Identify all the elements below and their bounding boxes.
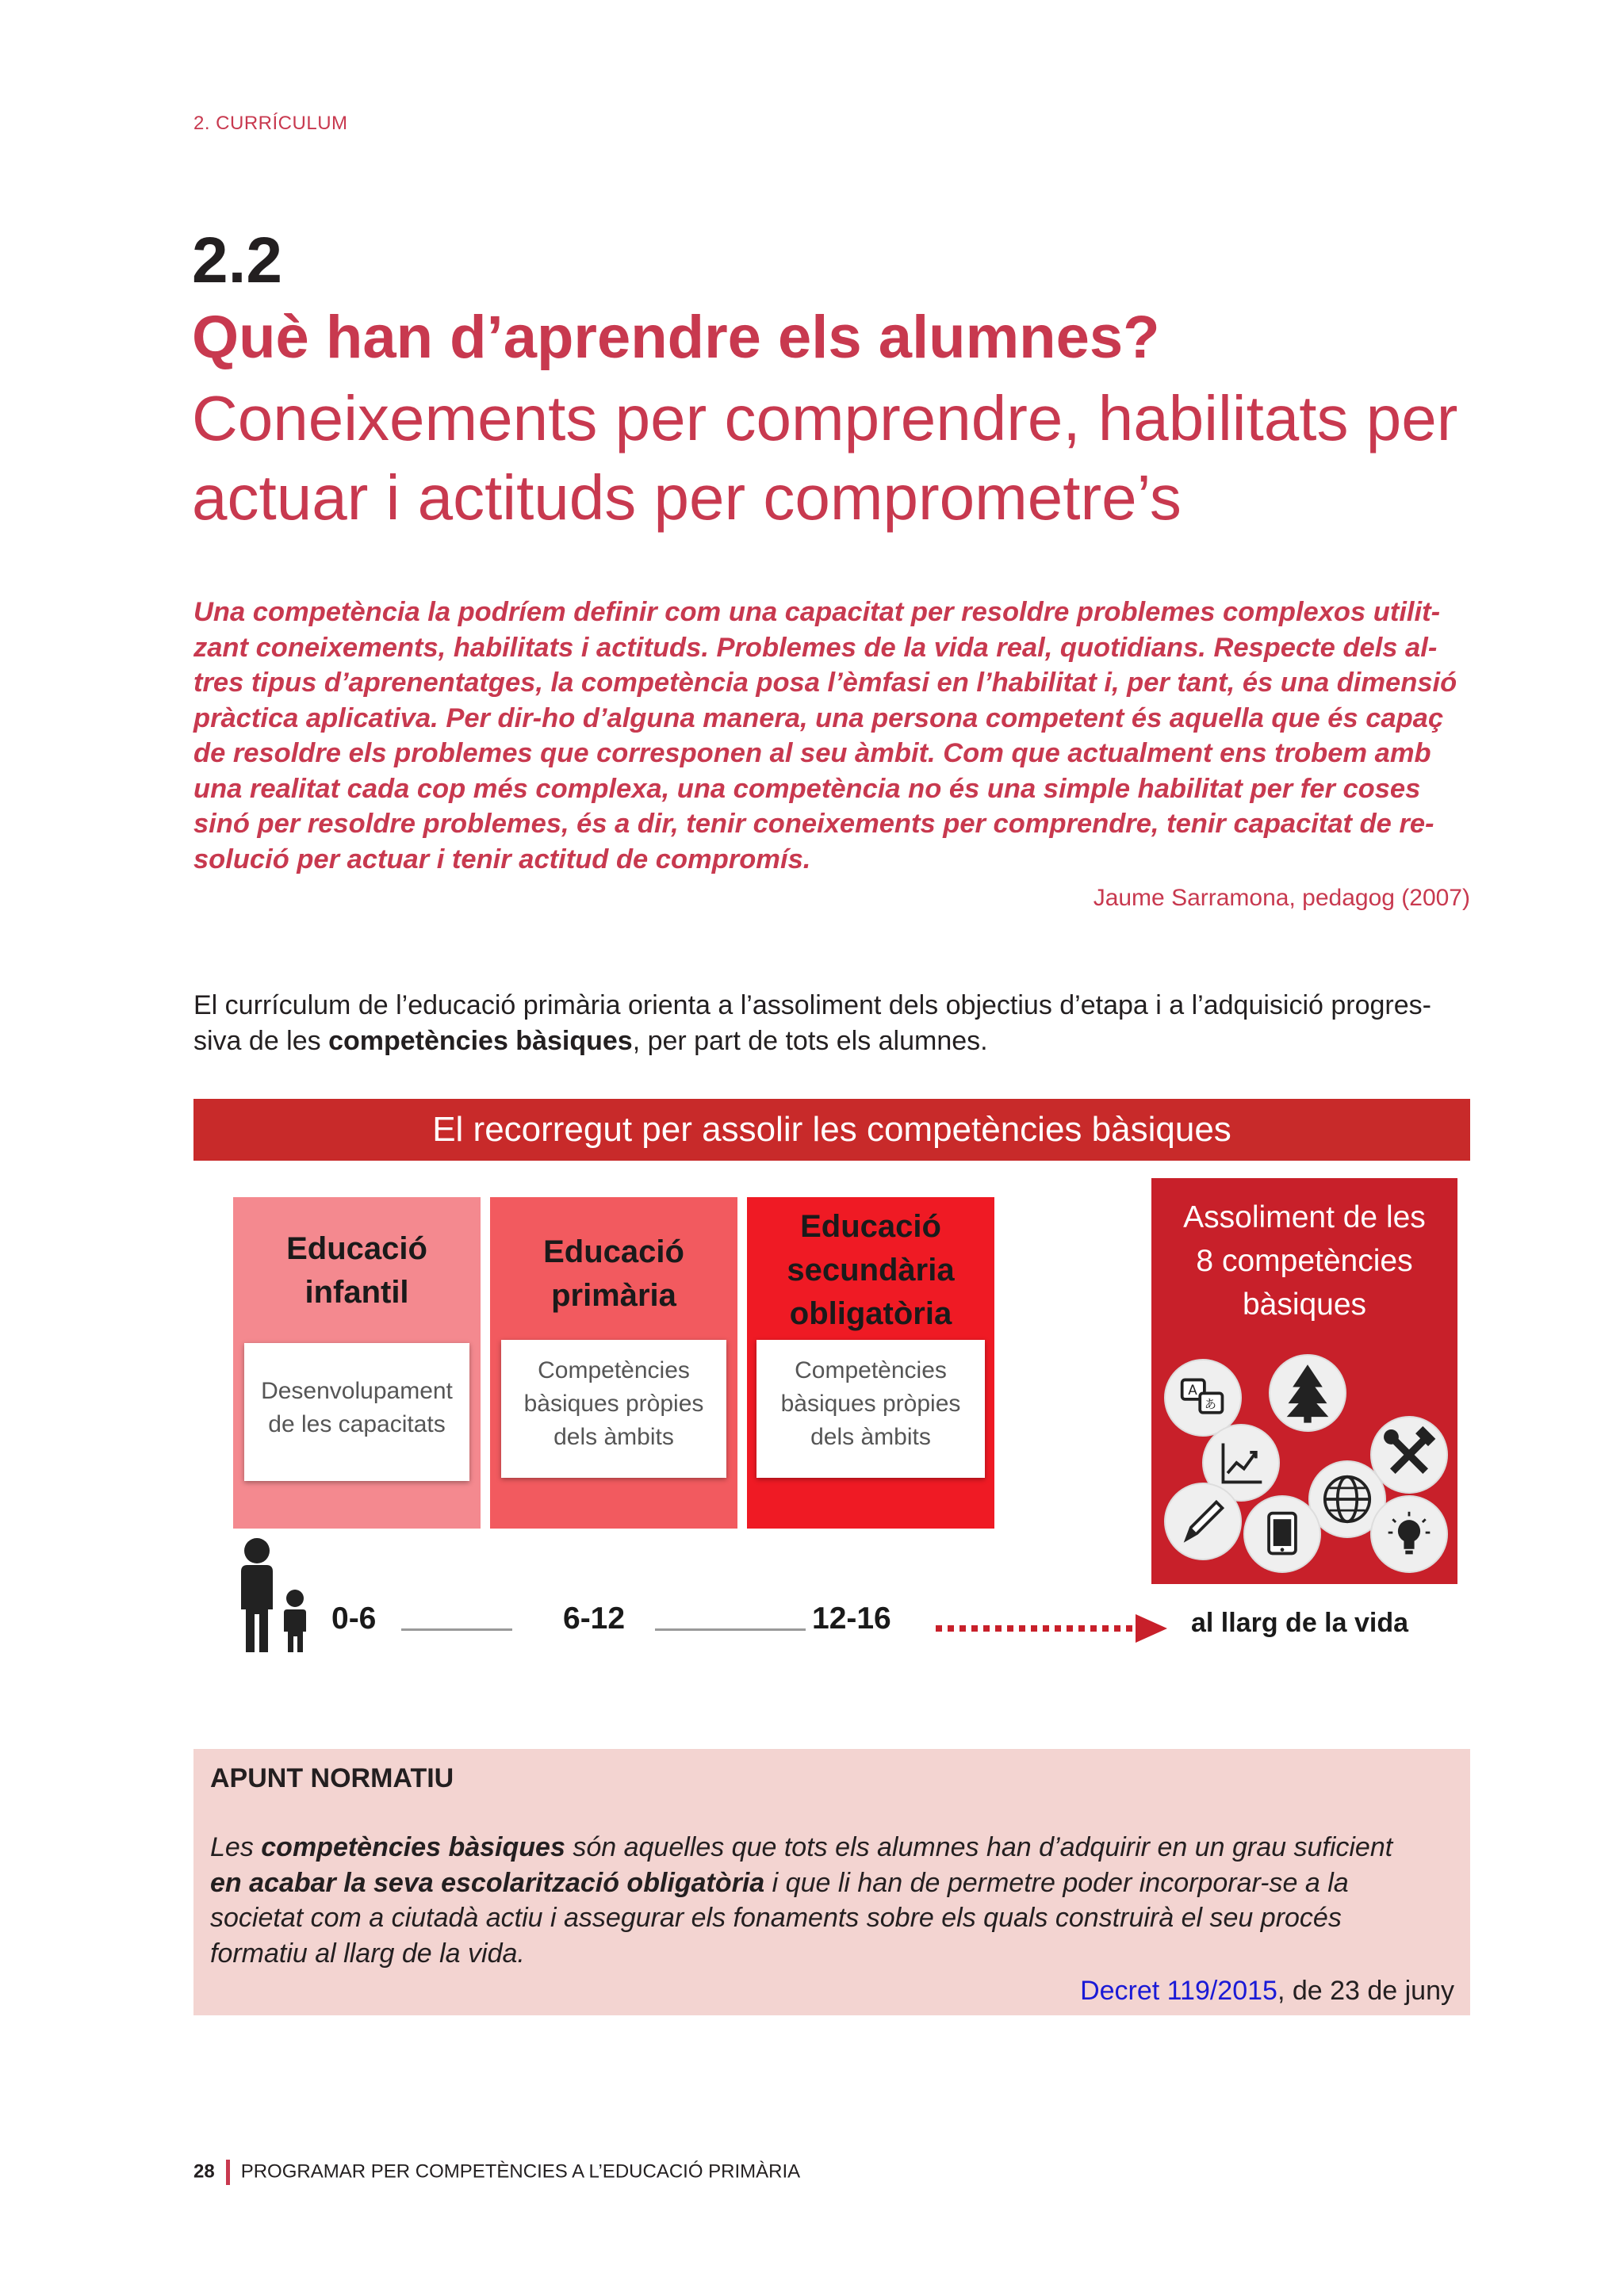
arrow-head-icon [1136,1614,1167,1643]
timeline-label: 0-6 [331,1601,377,1636]
apunt-title: APUNT NORMATIU [210,1763,454,1793]
stage-card-line: Competències [538,1357,690,1383]
quote-line: zant coneixements, habilitats i actituds. Problemes de la vida real, quotidians. Respecte dels al- [193,632,1438,663]
decret-link[interactable]: Decret 119/2015 [1080,1976,1277,2006]
stage-primaria [490,1197,737,1529]
stage-title-line: primària [551,1278,676,1313]
stage-title-line: infantil [304,1275,409,1310]
svg-text:あ: あ [1204,1397,1216,1412]
publication-title: PROGRAMAR PER COMPETÈNCIES A L’EDUCACIÓ PRIMÀRIA [240,2160,801,2183]
stage-title [490,1230,737,1318]
stage-card-line: Desenvolupament [261,1378,453,1404]
quote-line: tres tipus d’aprenentatges, la competència posa l’èmfasi en l’habilitat i, per tant, és una dimensió [193,668,1457,698]
intro-line [193,1024,1470,1059]
apunt-normatiu-box [193,1749,1470,2015]
apunt-source-date: , de 23 de juny [1277,1976,1454,2006]
tablet-icon [1243,1495,1321,1573]
subtitle-line: actuar i actituds per comprometre’s [192,462,1182,533]
outcome-box [1151,1178,1457,1584]
apunt-fragment: i que li han de permetre poder incorporar-se a la [764,1867,1349,1898]
stage-secundaria [747,1197,994,1529]
quote-line: Una competència la podríem definir com una capacitat per resoldre problemes complexos utilit- [193,597,1441,627]
footer-divider [226,2160,230,2185]
stage-card [244,1343,469,1481]
stage-title-line: Educació [800,1209,941,1244]
intro-text: siva de les [193,1025,329,1056]
page-number: 28 [193,2160,215,2183]
page-footer [193,2160,800,2185]
svg-text:A: A [1188,1382,1197,1399]
quote-author: Jaume Sarramona, pedagog (2007) [1093,885,1470,911]
quote-line: solució per actuar i tenir actitud de compromís. [193,844,811,874]
lightbulb-icon [1370,1495,1448,1573]
apunt-line [210,1866,1457,1901]
apunt-emphasis: en acabar la seva escolarització obligatòria [210,1867,765,1898]
apunt-fragment: són aquelles que tots els alumnes han d’adquirir en un grau suficient [565,1832,1393,1862]
quote-line: sinó per resoldre problemes, és a dir, tenir coneixements per comprendre, tenir capacitat de re- [193,809,1434,839]
apunt-text [210,1830,1457,1971]
stage-card-line: dels àmbits [553,1424,674,1450]
family-icon [233,1536,312,1655]
outcome-text [1151,1196,1457,1326]
timeline-connector [655,1628,806,1631]
pencil-icon [1164,1483,1242,1560]
stage-title [233,1227,481,1314]
stage-card-line: bàsiques pròpies [523,1391,704,1417]
stage-card-line: dels àmbits [810,1424,931,1450]
intro-line: El currículum de l’educació primària orienta a l’assoliment dels objectius d’etapa i a l’adquisició progres- [193,990,1431,1020]
page-title: Què han d’aprendre els alumnes? [192,304,1160,371]
intro-paragraph [193,988,1470,1058]
quote-line: una realitat cada cop més complexa, una competència no és una simple habilitat per fer coses [193,773,1421,804]
tree-icon [1269,1354,1346,1432]
timeline-label: 6-12 [563,1601,626,1636]
apunt-line: societat com a ciutadà actiu i assegurar els fonaments sobre els quals construirà el seu procés [210,1903,1342,1933]
apunt-source [1080,1976,1454,2007]
stage-card-line: de les capacitats [268,1411,446,1437]
outcome-line: bàsiques [1242,1288,1367,1322]
competences-infographic [193,1099,1470,1701]
apunt-line [210,1830,1457,1866]
quote-text [193,595,1470,877]
stage-title-line: Educació [286,1231,427,1266]
section-label: 2. CURRÍCULUM [193,113,348,134]
stage-card [501,1340,726,1478]
stage-title-line: Educació [543,1234,684,1269]
stage-infantil [233,1197,481,1529]
lifelong-label: al llarg de la vida [1191,1608,1409,1638]
intro-emphasis: competències bàsiques [328,1025,633,1056]
stage-card-line: bàsiques pròpies [780,1391,961,1417]
apunt-emphasis: competències bàsiques [261,1832,565,1862]
stage-card [756,1340,985,1478]
quote-block [193,595,1470,912]
subtitle-line: Coneixements per comprendre, habilitats per [192,383,1458,453]
apunt-line: formatiu al llarg de la vida. [210,1938,525,1969]
quote-line: de resoldre els problemes que corresponen al seu àmbit. Com que actualment ens trobem amb [193,738,1431,768]
apunt-fragment: Les [210,1832,262,1862]
timeline-label: 12-16 [812,1601,891,1636]
outcome-line: 8 competències [1196,1244,1413,1278]
page-subtitle [192,379,1540,538]
dotted-arrow-line [936,1625,1136,1632]
intro-text: , per part de tots els alumnes. [632,1025,988,1056]
quote-line: pràctica aplicativa. Per dir-ho d’alguna manera, una persona competent és aquella que és capaç [193,702,1444,733]
stage-title [747,1205,994,1336]
stage-title-line: secundària [787,1253,955,1288]
infographic-banner: El recorregut per assolir les competències bàsiques [193,1099,1470,1161]
outcome-line: Assoliment de les [1183,1200,1426,1234]
stage-card-line: Competències [795,1357,947,1383]
stage-title-line: obligatòria [789,1296,952,1331]
timeline-connector [401,1628,512,1631]
section-number: 2.2 [192,224,282,297]
